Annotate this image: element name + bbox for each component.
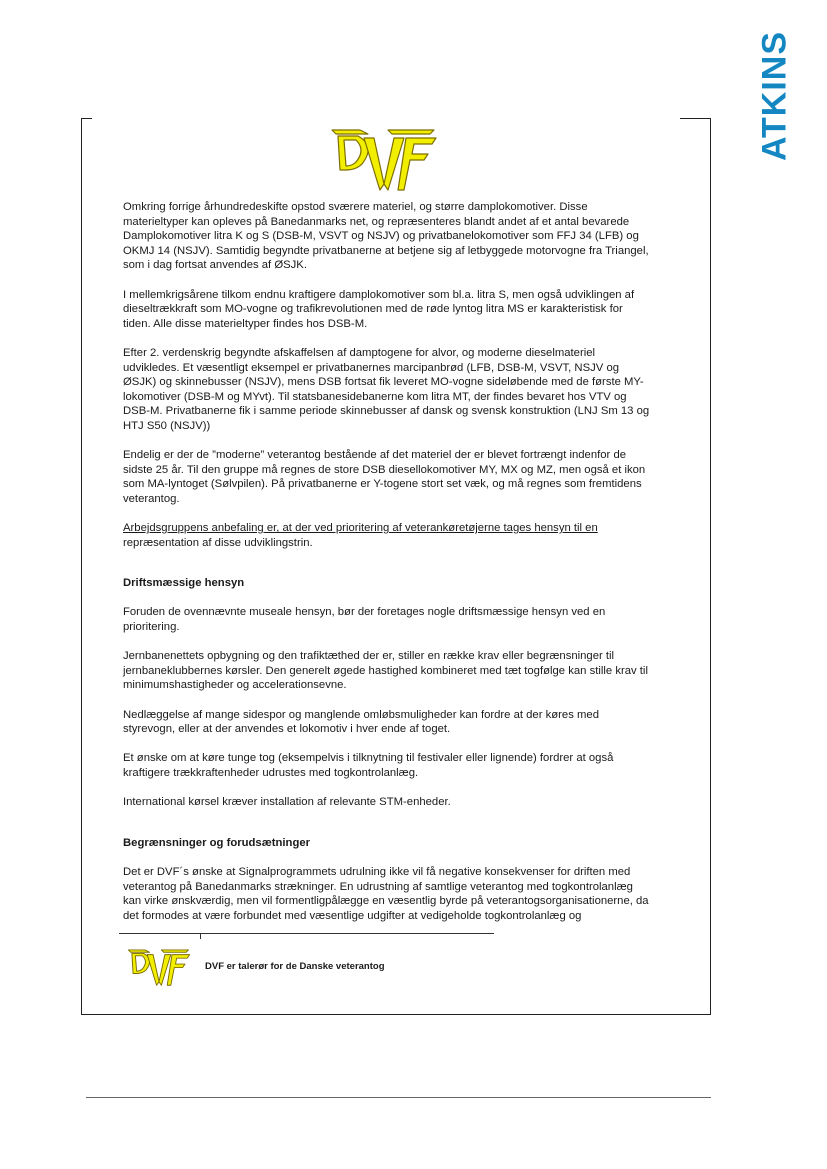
frame-top-gap (92, 116, 680, 120)
atkins-logo (755, 30, 794, 162)
paragraph: Omkring forrige århundredeskifte opstod sværere materiel, og større damplokomotiver. Disse materieltyper kan opleves på Banedanmarks net, og repræsenteres blandt andet af et antal bevarede Damplokomotiver litra K og S (DSB-M, VSVT og NSJV) og privatbanelokomotiver som FFJ 34 (LFB) og OKMJ 14 (NSJV). Samtidig begyndte privatbanerne at betjene sig af letbyggede motorvogne fra Triangel, som i dag fortsat anvendes af ØSJK. (123, 201, 649, 272)
page-bottom-rule (86, 1097, 711, 1098)
paragraph: Det er DVF´s ønske at Signalprogrammets udrulning ikke vil få negative konsekvenser for driften med veterantog på Banedanmarks strækninger. En udrustning af samtlige veterantog med togkontrolanlæg kan virke ønskværdig, men vil formentligpålægge en væsentlig byrde på veterantogsorganisationerne, da det formodes at være forbundet med væsentlige udgifter at vedigeholde togkontrolanlæg og (123, 865, 649, 922)
paragraph: International kørsel kræver installation af relevante STM-enheder. (123, 796, 451, 809)
document-body (123, 200, 653, 938)
section-heading: Driftsmæssige hensyn (123, 577, 245, 590)
dvf-logo-top (328, 124, 440, 194)
paragraph: Endelig er der de ”moderne” veterantog bestående af det materiel der er blevet fortrængt indenfor de sidste 25 år. Til den gruppe må regnes de store DSB diesellokomotiver MY, MX og MZ, men også et ikon som MA-lyntoget (Sølvpilen). På privatbanerne er Y-togene stort set væk, og må regnes som fremtidens veterantog. (123, 449, 646, 505)
atkins-logo-text: ATKINS (755, 30, 794, 162)
footer-divider-tick (200, 933, 201, 939)
paragraph: Foruden de ovennævnte museale hensyn, bør der foretages nogle driftsmæssige hensyn ved en prioritering. (123, 606, 606, 634)
recommendation-underlined: Arbejdsgruppens anbefaling er, at der ved prioritering af veterankøretøjerne tages hensyn til en (123, 522, 598, 535)
paragraph: I mellemkrigsårene tilkom endnu kraftigere damplokomotiver som bl.a. litra S, men også udviklingen af dieseltrækkraft som MO-vogne og trafikrevolutionen med de røde lyntog litra MS er karakteristisk for tiden. Alle disse materieltyper findes hos DSB-M. (123, 288, 635, 330)
dvf-logo-footer (126, 946, 192, 988)
recommendation-paragraph (123, 521, 653, 550)
footer-tagline: DVF er talerør for de Danske veterantog (205, 961, 385, 972)
paragraph: Efter 2. verdenskrig begyndte afskaffelsen af damptogene for alvor, og moderne dieselmateriel udvikledes. Et væsentligt eksempel er privatbanernes marcipanbrød (LFB, DSB-M, VSVT, NSJV og ØSJK) og skinnebusser (NSJV), mens DSB fortsat fik leveret MO-vogne sideløbende med de første MY-lokomotiver (DSB-M og MYvt). Til statsbanesidebanerne kom litra MT, der findes bevaret hos VTV og DSB-M. Privatbanerne fik i samme periode skinnebusser af dansk og svensk konstruktion (LNJ Sm 13 og HTJ S50 (NSJV)) (123, 346, 650, 432)
recommendation-rest: repræsentation af disse udviklingstrin. (123, 536, 313, 549)
paragraph: Et ønske om at køre tunge tog (eksempelvis i tilknytning til festivaler eller lignende) fordrer at også kraftigere trækkraftenheder udrustes med togkontrolanlæg. (123, 752, 614, 779)
paragraph: Nedlæggelse af mange sidespor og manglende omløbsmuligheder kan fordre at der køres med styrevogn, eller at der anvendes et lokomotiv i hver ende af toget. (123, 708, 599, 736)
footer-divider (119, 933, 494, 934)
paragraph: Jernbanenettets opbygning og den trafiktæthed der er, stiller en række krav eller begrænsninger til jernbaneklubbernes kørsler. Den generelt øgede hastighed kombineret med tæt togfølge kan stille krav til minimumshastigheder og accelerationsevne. (123, 650, 648, 692)
section-heading: Begrænsninger og forudsætninger (123, 836, 311, 849)
